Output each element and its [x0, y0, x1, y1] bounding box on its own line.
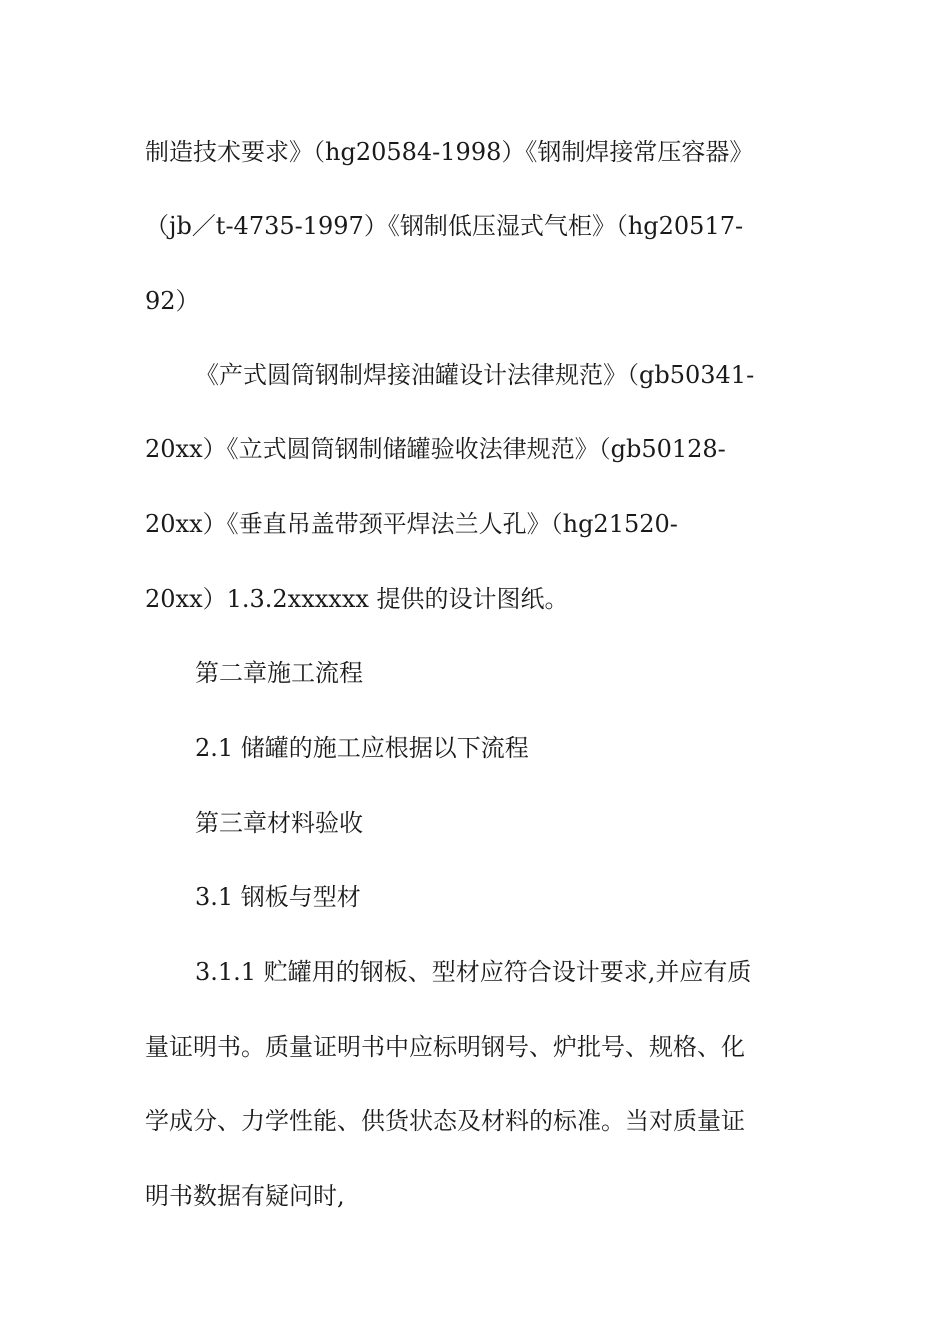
text-line: 20xx）《立式圆筒钢制储罐验收法律规范》（gb50128- — [145, 435, 726, 463]
chapter-heading: 第二章施工流程 — [195, 659, 363, 687]
chapter-heading: 第三章材料验收 — [195, 809, 363, 837]
text-line: 3.1.1 贮罐用的钢板、型材应符合设计要求,并应有质 — [195, 958, 752, 986]
text-line: 92） — [145, 287, 200, 315]
text-line: 量证明书。质量证明书中应标明钢号、炉批号、规格、化 — [145, 1033, 745, 1061]
text-line: 明书数据有疑问时, — [145, 1182, 345, 1210]
text-line: （jb／t-4735-1997）《钢制低压湿式气柜》（hg20517- — [145, 212, 744, 240]
text-line: 20xx）1.3.2xxxxxx 提供的设计图纸。 — [145, 585, 569, 613]
text-line: 20xx）《垂直吊盖带颈平焊法兰人孔》（hg21520- — [145, 510, 678, 538]
text-line: 学成分、力学性能、供货状态及材料的标准。当对质量证 — [145, 1107, 745, 1135]
section-heading: 3.1 钢板与型材 — [195, 883, 361, 911]
section-heading: 2.1 储罐的施工应根据以下流程 — [195, 734, 529, 762]
text-line: 《产式圆筒钢制焊接油罐设计法律规范》（gb50341- — [195, 361, 755, 389]
text-line: 制造技术要求》（hg20584-1998）《钢制焊接常压容器》 — [145, 138, 754, 166]
